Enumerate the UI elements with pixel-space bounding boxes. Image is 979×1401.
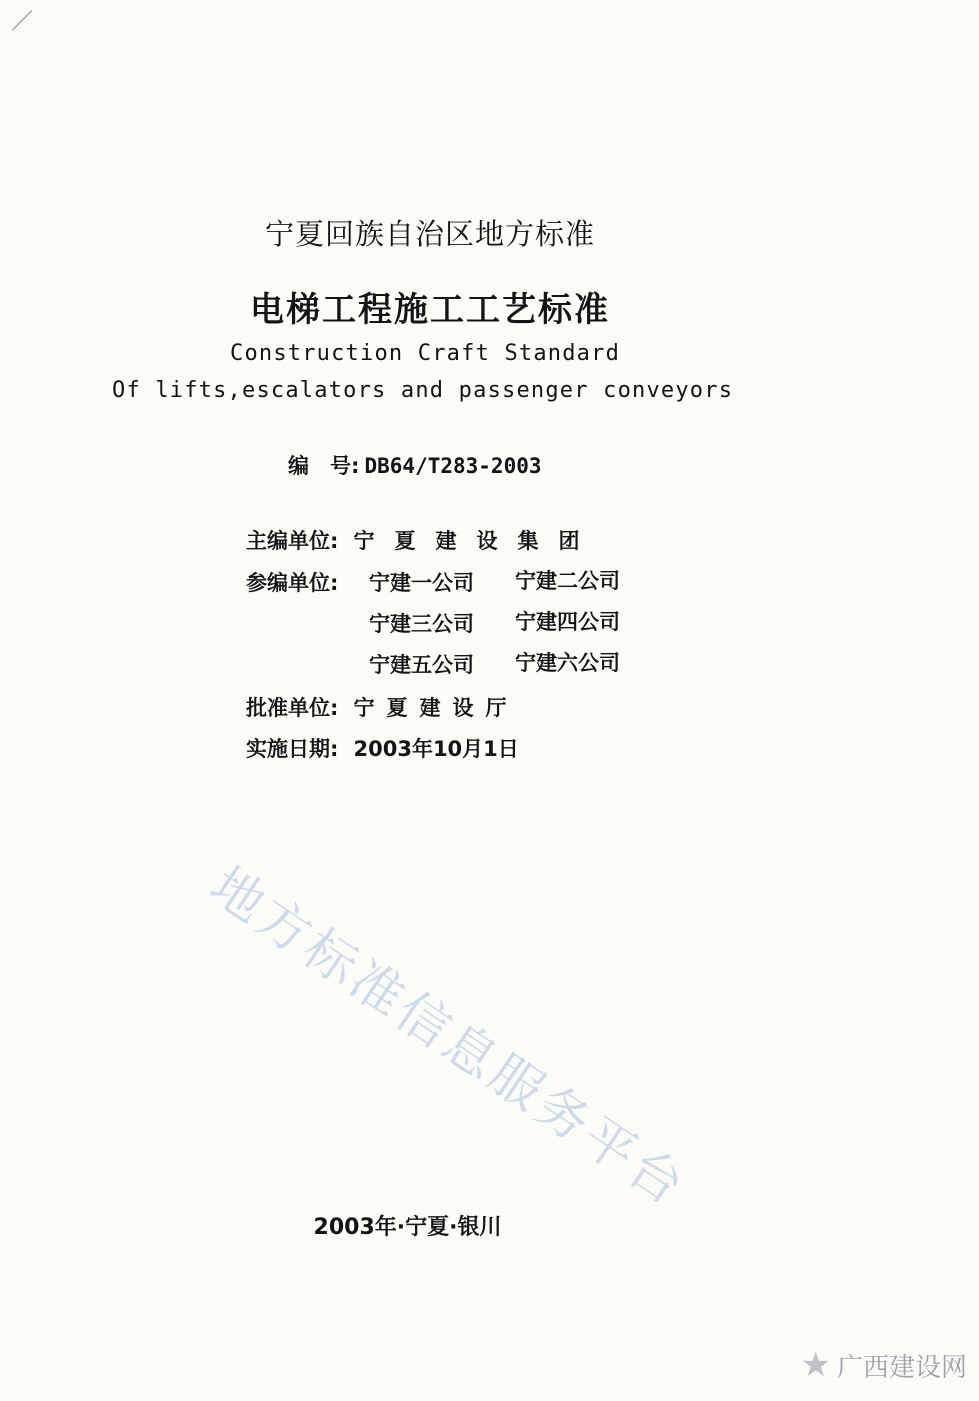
co-editor-4: 宁建四公司 (515, 610, 620, 634)
english-title-line1: Construction Craft Standard (230, 341, 621, 366)
scan-mark (12, 10, 33, 31)
chief-editor (246, 525, 600, 555)
co-editor-2: 宁建二公司 (515, 569, 620, 593)
co-editor-1: 宁建一公司 (369, 571, 474, 595)
co-editors-label: 参编单位: (246, 571, 339, 595)
watermark: 地方标准信息服务平台 (199, 855, 698, 1219)
co-editor-3: 宁建三公司 (369, 612, 474, 636)
approval-label: 批准单位: (246, 696, 339, 720)
approval (246, 692, 519, 722)
implementation-date-value: 2003年10月1日 (353, 737, 519, 761)
standard-number (288, 450, 542, 480)
chief-editor-label: 主编单位: (246, 529, 339, 553)
standard-number-label: 编 号: (288, 454, 360, 478)
co-editor-6: 宁建六公司 (515, 651, 620, 675)
document-footer: 2003年·宁夏·银川 (313, 1215, 502, 1240)
standard-number-value: DB64/T283-2003 (364, 454, 542, 478)
star-icon: ★ (800, 1345, 831, 1385)
corner-logo (801, 1345, 968, 1385)
corner-logo-name: 广西建设网 (836, 1352, 967, 1383)
implementation-date-label: 实施日期: (246, 737, 339, 761)
english-title-line2: Of lifts,escalators and passenger conveyors (112, 378, 734, 403)
approval-value: 宁夏建设厅 (353, 696, 519, 720)
document-header: 宁夏回族自治区地方标准 (264, 217, 595, 251)
document-title: 电梯工程施工工艺标准 (250, 290, 610, 330)
chief-editor-value: 宁夏建设集团 (353, 529, 600, 553)
co-editor-5: 宁建五公司 (369, 653, 474, 677)
co-editors-label-wrap (246, 567, 338, 597)
implementation-date (246, 733, 519, 763)
